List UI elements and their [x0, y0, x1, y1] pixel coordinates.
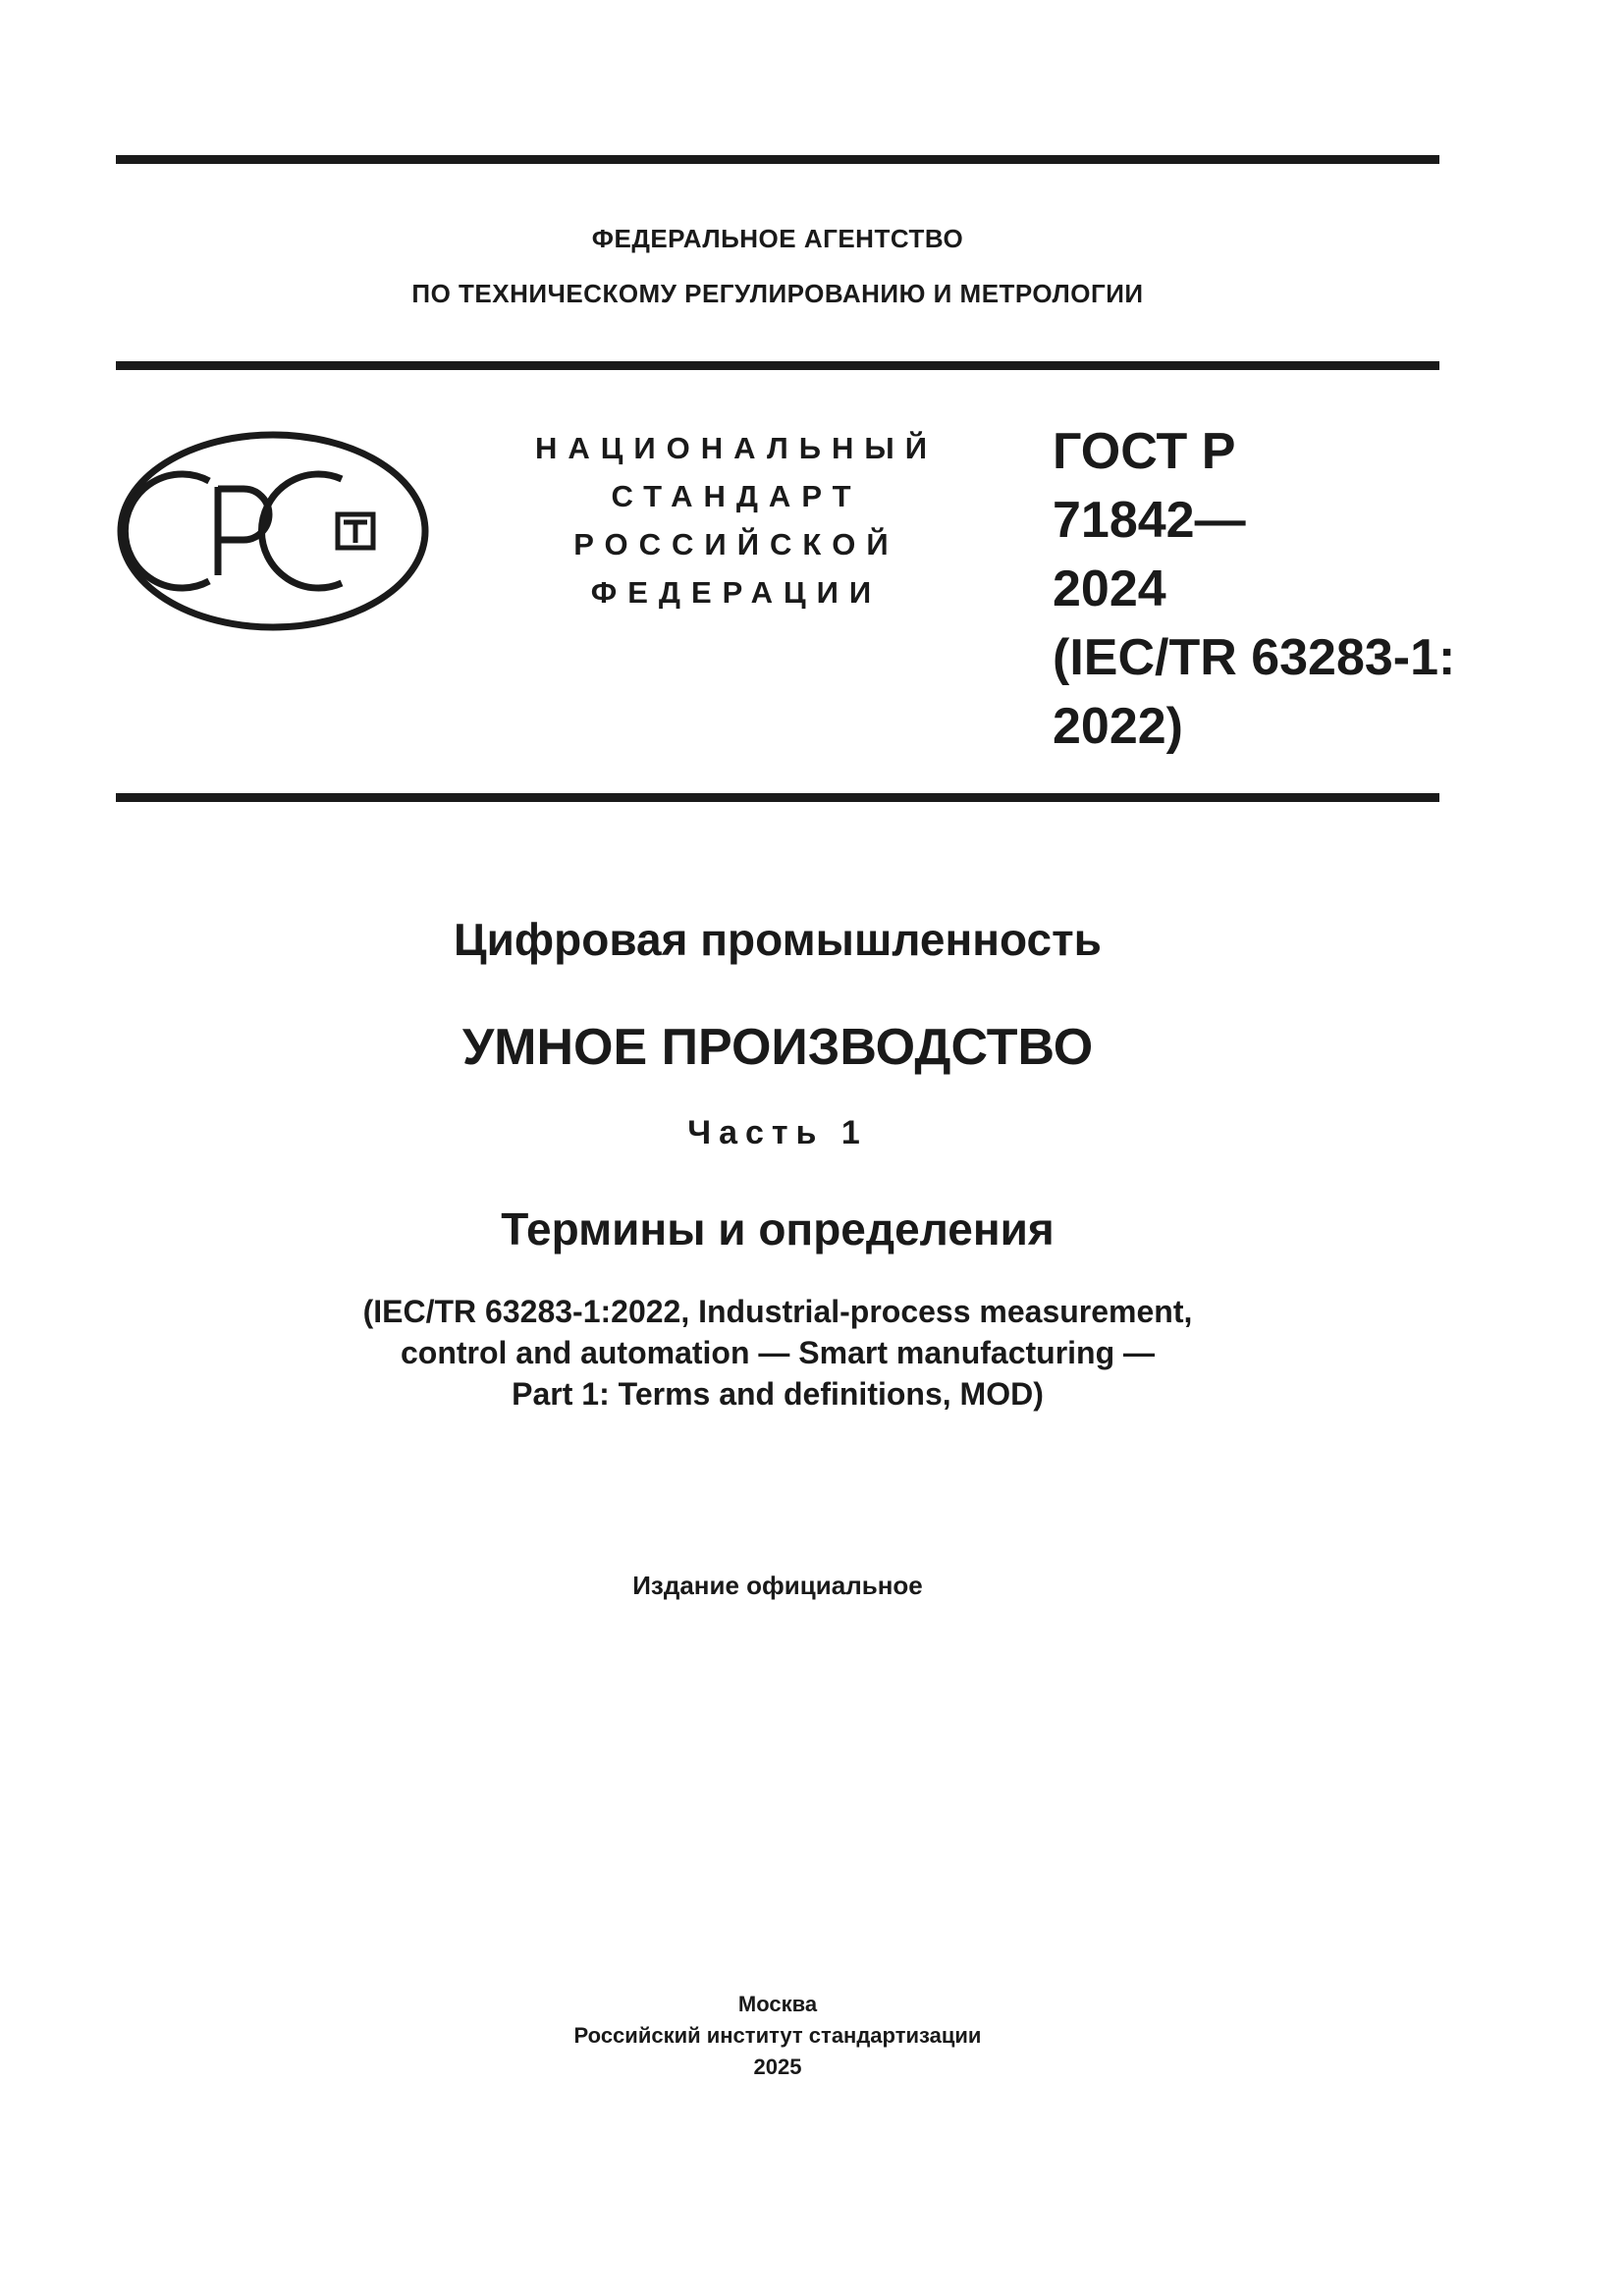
- top-rule: [116, 155, 1439, 164]
- original-standard-reference: [116, 1291, 1439, 1415]
- agency-line-1: ФЕДЕРАЛЬНОЕ АГЕНТСТВО: [591, 224, 964, 253]
- title-line-2: УМНОЕ ПРОИЗВОДСТВО: [461, 1019, 1094, 1076]
- national-standard-line-1: НАЦИОНАЛЬНЫЙ: [534, 431, 939, 465]
- part-number: Часть 1: [687, 1114, 868, 1151]
- designation-line-5: 2022): [1053, 698, 1183, 755]
- standard-designation: [1053, 417, 1456, 761]
- imprint-publisher: Российский институт стандартизации: [573, 2023, 982, 2048]
- designation-line-3: 2024: [1053, 561, 1166, 617]
- agency-line-2: ПО ТЕХНИЧЕСКОМУ РЕГУЛИРОВАНИЮ И МЕТРОЛОГИИ: [411, 279, 1144, 308]
- original-line-1: (IEC/TR 63283-1:2022, Industrial-process measurement,: [362, 1294, 1193, 1329]
- national-standard-line-2: СТАНДАРТ: [611, 479, 862, 513]
- national-standard-label: [511, 424, 962, 616]
- imprint: [116, 1989, 1439, 2083]
- title-line-3: Термины и определения: [501, 1203, 1055, 1255]
- designation-line-1: ГОСТ Р: [1053, 423, 1236, 480]
- edition-label: Издание официальное: [632, 1571, 923, 1600]
- header-bottom-rule: [116, 793, 1439, 802]
- imprint-year: 2025: [753, 2055, 802, 2079]
- imprint-city: Москва: [737, 1992, 818, 2016]
- rst-logo-icon: [116, 428, 430, 634]
- national-standard-line-4: ФЕДЕРАЦИИ: [590, 575, 883, 610]
- title-line-1: Цифровая промышленность: [454, 914, 1102, 965]
- designation-line-2: 71842—: [1053, 492, 1246, 549]
- agency-rule: [116, 361, 1439, 370]
- designation-line-4: (IEC/TR 63283-1:: [1053, 629, 1456, 686]
- original-line-3: Part 1: Terms and definitions, MOD): [512, 1376, 1044, 1412]
- original-line-2: control and automation — Smart manufacturing —: [400, 1335, 1156, 1370]
- national-standard-line-3: РОССИЙСКОЙ: [573, 527, 899, 561]
